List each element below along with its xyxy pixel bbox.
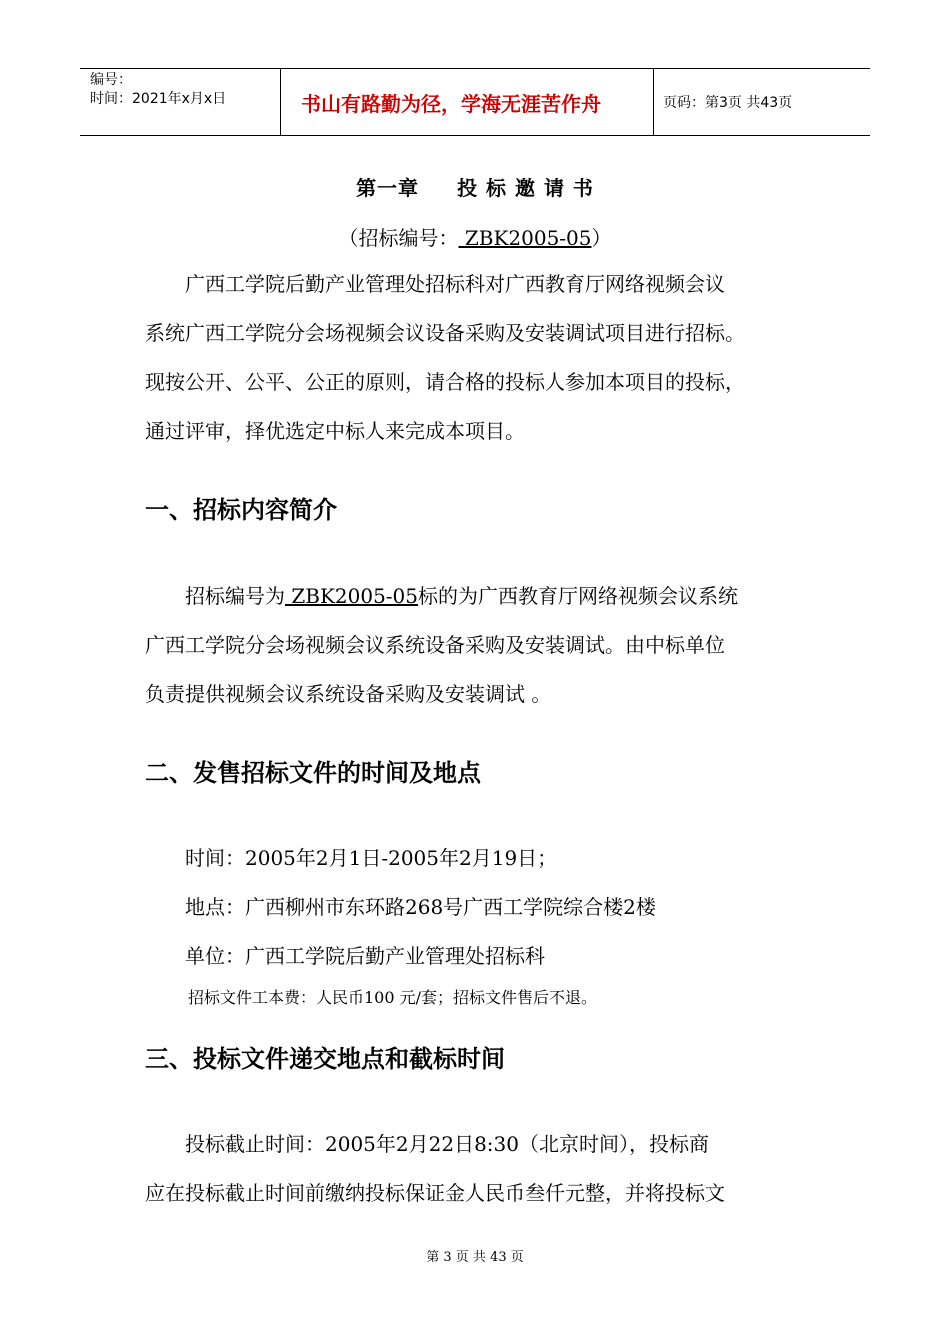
tender-number-value: ZBK2005-05 (458, 226, 592, 250)
document-time-label: 时间：2021年x月x日 (90, 91, 227, 107)
intro-line: 系统广西工学院分会场视频会议设备采购及安装调试项目进行招标。 (145, 321, 745, 345)
section-heading-3: 三、投标文件递交地点和截标时间 (145, 1045, 505, 1073)
document-number-label: 编号： (90, 72, 132, 88)
header-motto: 书山有路勤为径，学海无涯苦作舟 (281, 69, 654, 135)
document-header-table (80, 68, 870, 136)
tender-number-line: （招标编号： ZBK2005-05） (338, 226, 612, 250)
section-heading-1: 一、招标内容简介 (145, 496, 337, 524)
section2-paragraph (145, 834, 656, 981)
header-meta-cell (80, 69, 281, 135)
sale-time-line: 时间：2005年2月1日-2005年2月19日； (145, 846, 558, 870)
section-heading-2: 二、发售招标文件的时间及地点 (145, 759, 481, 787)
chapter-number: 第一章 (356, 176, 420, 200)
chapter-name: 投 标 邀 请 书 (457, 176, 594, 200)
intro-line: 通过评审，择优选定中标人来完成本项目。 (145, 419, 525, 443)
section3-paragraph: 投标截止时间：2005年2月22日8:30（北京时间），投标商 应在投标截止时间前缴纳投标保证金人民币叁仟元整，并将投标文 (145, 1132, 725, 1205)
document-fee-line: 招标文件工本费：人民币100 元/套；招标文件售后不退。 (140, 988, 598, 1007)
section1-paragraph: 招标编号为 ZBK2005-05标的为广西教育厅网络视频会议系统 广西工学院分会场视频会议系统设备采购及安装调试。由中标单位 负责提供视频会议系统设备采购及安装调试 。 (145, 584, 738, 706)
sale-unit-line: 单位：广西工学院后勤产业管理处招标科 (145, 944, 545, 968)
header-page-info: 页码：第3页 共43页 (663, 95, 793, 111)
intro-line: 广西工学院后勤产业管理处招标科对广西教育厅网络视频会议 (145, 272, 725, 296)
intro-paragraph (145, 260, 745, 456)
tender-code: ZBK2005-05 (285, 584, 418, 608)
intro-line: 现按公开、公平、公正的原则，请合格的投标人参加本项目的投标， (145, 370, 745, 394)
sale-place-line: 地点：广西柳州市东环路268号广西工学院综合楼2楼 (145, 895, 656, 919)
chapter-title (0, 172, 950, 201)
page-footer: 第 3 页 共 43 页 (426, 1250, 524, 1265)
